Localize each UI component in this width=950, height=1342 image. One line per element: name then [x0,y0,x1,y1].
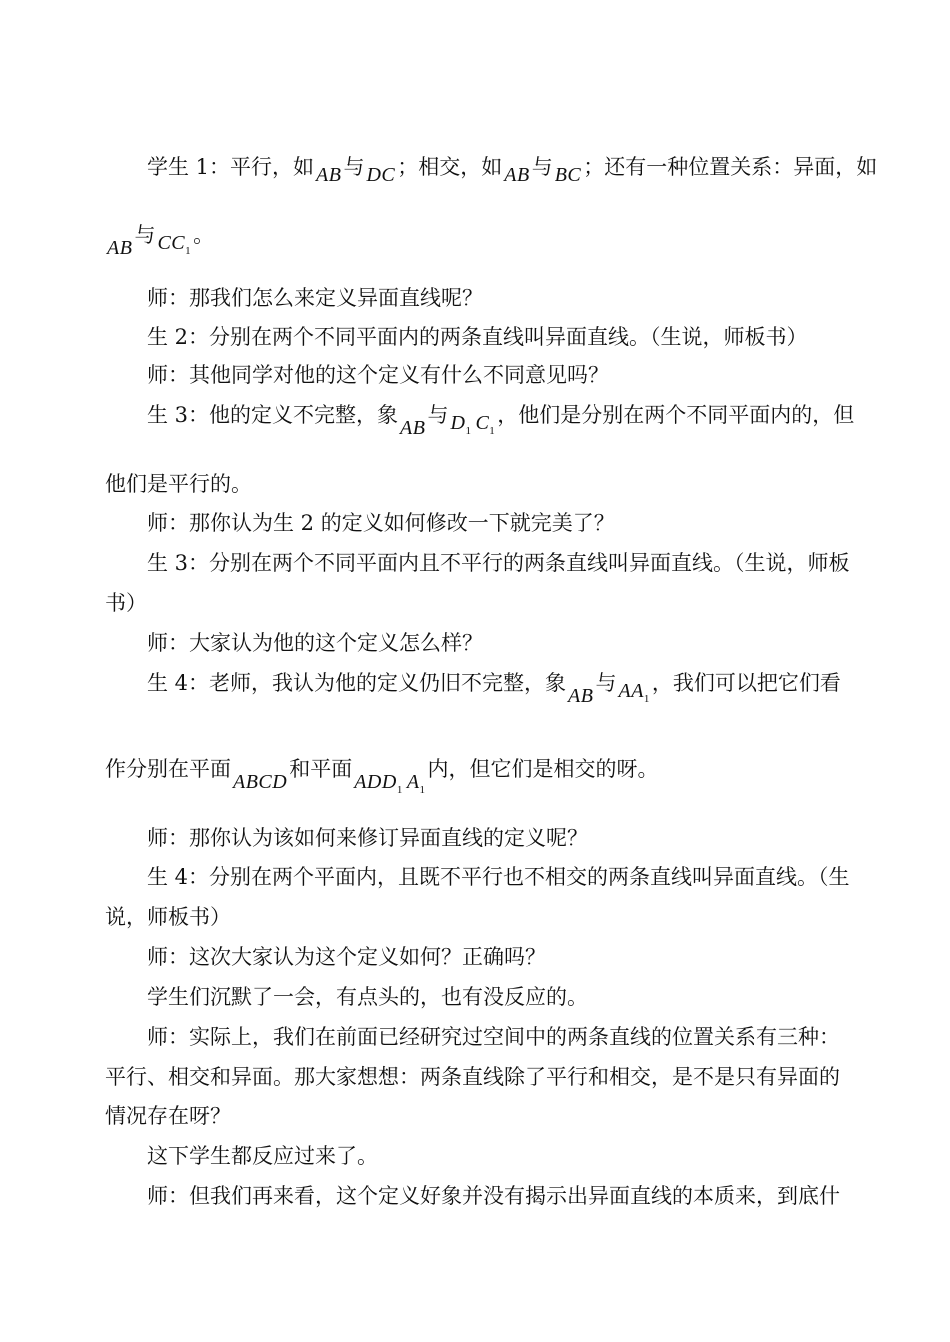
paragraph-line-3 [147,285,850,311]
paragraph-line-18 [147,984,850,1010]
math-symbol [352,771,405,796]
paragraph-line-5 [147,362,850,388]
text-run: 生 2：分别在两个不同平面内的两条直线叫异面直线。（生说，师板书） [147,325,808,349]
paragraph-line-23 [147,1183,850,1209]
text-run: ，我们可以把它们看 [651,671,841,695]
paragraph-line-22 [147,1143,850,1169]
math-letters: DC [366,164,396,186]
paragraph-line-16 [105,904,850,930]
math-letters: A [406,771,420,793]
text-run: 他们是平行的。 [105,472,252,496]
math-symbol [502,164,531,186]
math-letters: ABCD [233,771,288,793]
math-letters: AB [316,164,342,186]
text-run: 和平面 [289,757,353,781]
math-subscript: 1 [396,784,403,796]
math-subscript: 1 [643,693,650,705]
paragraph-line-6 [147,402,855,439]
paragraph-line-14 [147,825,850,851]
paragraph-line-10 [105,590,850,616]
text-run: 师：其他同学对他的这个定义有什么不同意见吗？ [147,363,609,387]
text-run: 师：那你认为生 2 的定义如何修改一下就完美了？ [147,511,615,535]
text-run: ；相交，如 [397,155,503,179]
text-run: 生 3：分别在两个不同平面内且不平行的两条直线叫异面直线。（生说，师板 [147,551,850,575]
math-symbol [473,412,497,437]
text-run: 作分别在平面 [105,757,231,781]
math-symbol [616,680,651,705]
math-symbol [155,232,193,257]
math-letters: C [475,412,490,434]
text-run: 师：但我们再来看，这个定义好象并没有揭示出异面直线的本质来，到底什 [147,1184,840,1208]
paragraph-line-11 [147,630,850,656]
text-run: ，他们是分别在两个不同平面内的，但 [497,403,855,427]
text-run: 情况存在呀？ [105,1104,231,1128]
text-run: 师：大家认为他的这个定义怎么样？ [147,631,483,655]
text-run: 师：实际上，我们在前面已经研究过空间中的两条直线的位置关系有三种： [147,1025,840,1049]
math-symbol [105,237,134,259]
text-run: 。 [193,223,215,247]
text-run: 师：这次大家认为这个定义如何？正确吗？ [147,945,546,969]
paragraph-line-8 [147,510,850,536]
paragraph-line-21 [105,1103,850,1129]
paragraph-line-1 [147,154,878,186]
math-symbol [405,771,428,796]
math-symbol [398,417,427,439]
paragraph-line-9 [147,550,850,576]
text-run: 生 3：他的定义不完整，象 [147,403,399,427]
text-run: 书） [105,591,147,615]
math-letters: AB [568,685,594,707]
math-subscript: 1 [465,425,472,437]
text-run: 平行、相交和异面。那大家想想：两条直线除了平行和相交，是不是只有异面的 [105,1065,840,1089]
math-symbol [314,164,343,186]
math-letters: BC [554,164,582,186]
text-run: 学生们沉默了一会，有点头的，也有没反应的。 [147,985,588,1009]
text-run: 说，师板书） [105,905,231,929]
math-letters: D [450,412,466,434]
math-letters: AA [618,680,644,702]
text-run: 这下学生都反应过来了。 [147,1144,378,1168]
paragraph-line-7 [105,471,850,497]
math-subscript: 1 [489,425,496,437]
text-run: 与 [595,671,617,695]
paragraph-line-13 [105,756,850,796]
math-letters: ADD [354,771,397,793]
paragraph-line-19 [147,1024,850,1050]
math-letters: AB [107,237,133,259]
math-letters: AB [504,164,530,186]
math-symbol [448,412,473,437]
math-symbol [566,685,595,707]
text-run: 生 4：分别在两个平面内，且既不平行也不相交的两条直线叫异面直线。（生 [147,865,850,889]
text-run: 师：那我们怎么来定义异面直线呢？ [147,286,483,310]
text-run: 与 [343,155,365,179]
paragraph-line-20 [105,1064,850,1090]
text-run: 内，但它们是相交的呀。 [427,757,659,781]
paragraph-line-2 [105,222,850,259]
paragraph-line-4 [147,324,850,350]
text-run: 与 [134,223,156,247]
text-run: ；还有一种位置关系：异面，如 [583,155,878,179]
math-symbol [364,164,397,186]
text-run: 学生 1：平行，如 [147,155,315,179]
paragraph-line-15 [147,864,850,890]
math-symbol [553,164,584,186]
text-run: 与 [531,155,553,179]
math-letters: CC [157,232,186,254]
paragraph-line-17 [147,944,850,970]
math-symbol [231,771,289,793]
math-letters: AB [400,417,426,439]
math-subscript: 1 [419,784,426,796]
text-run: 与 [427,403,449,427]
text-run: 师：那你认为该如何来修订异面直线的定义呢？ [147,826,588,850]
text-run: 生 4：老师，我认为他的定义仍旧不完整，象 [147,671,567,695]
math-subscript: 1 [185,245,192,257]
paragraph-line-12 [147,670,850,707]
